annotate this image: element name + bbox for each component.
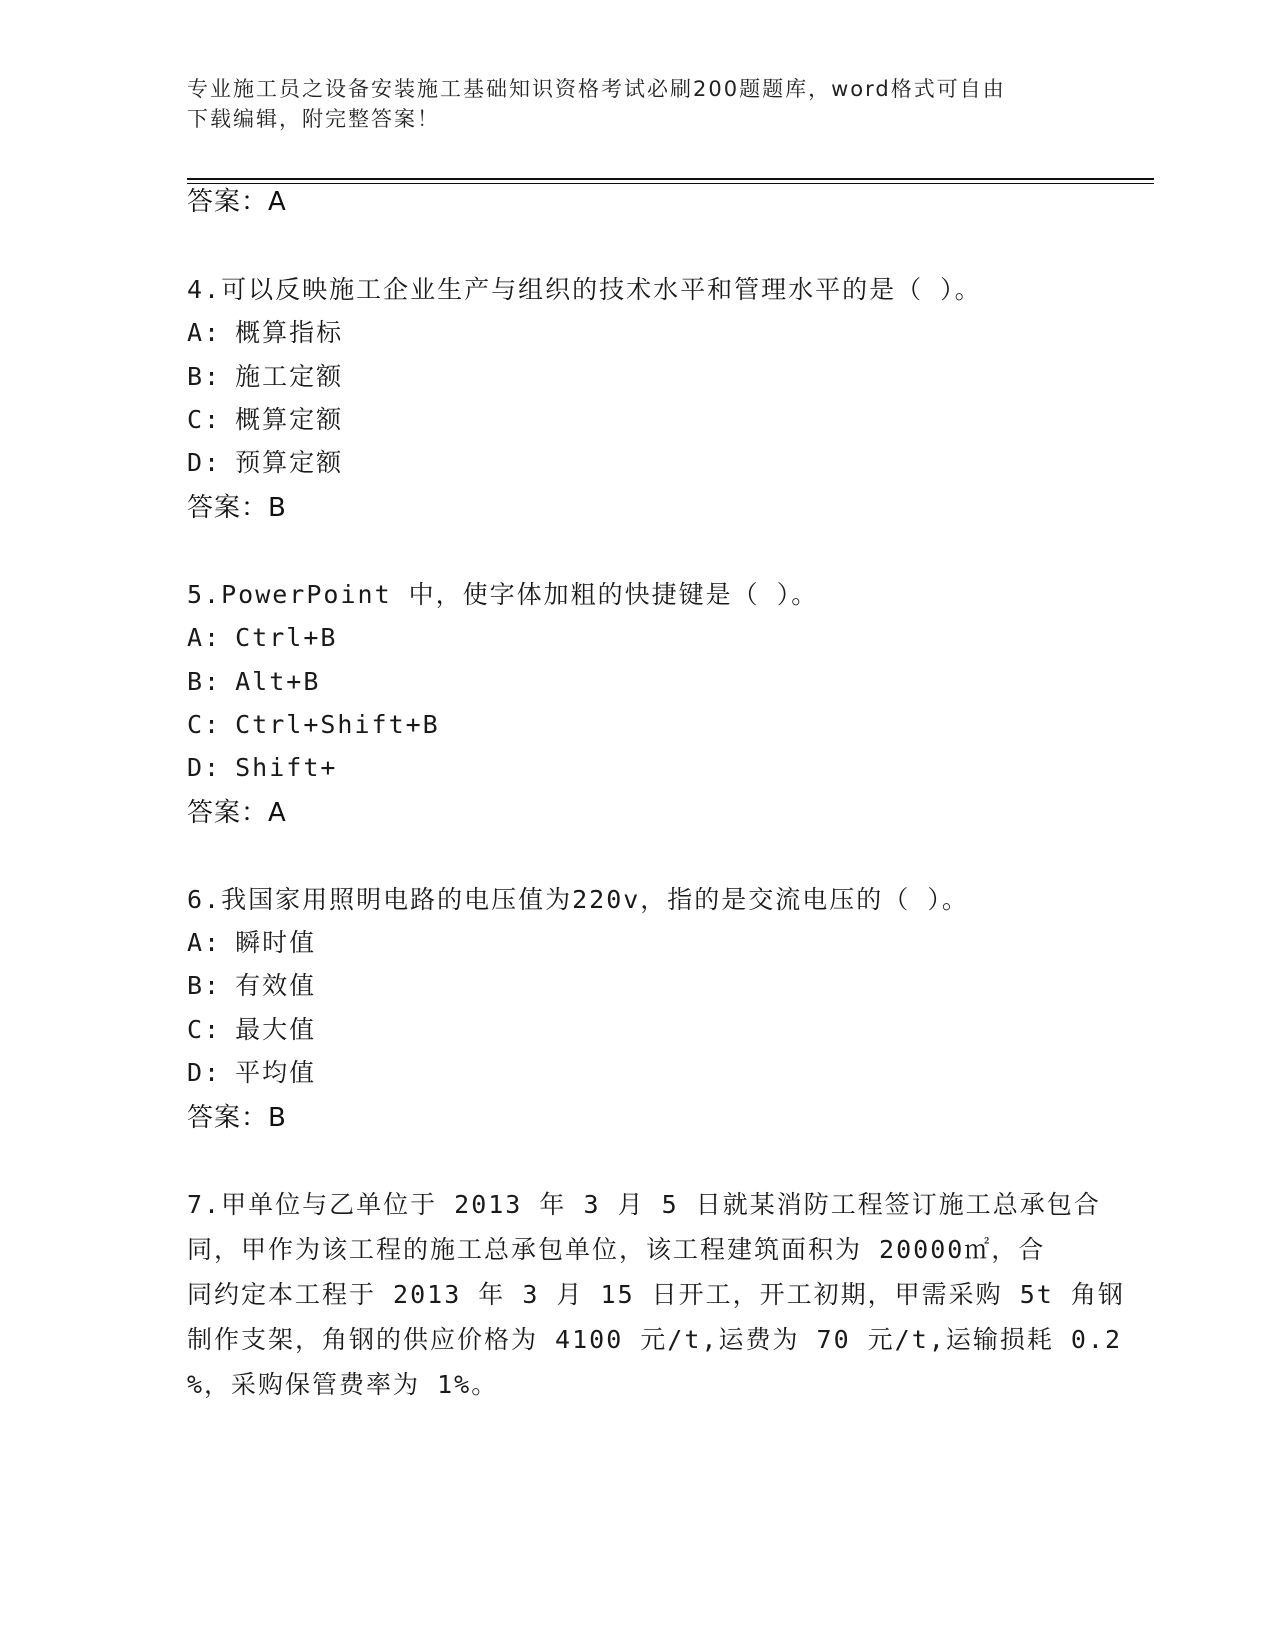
question-4-text: 4.可以反映施工企业生产与组织的技术水平和管理水平的是（ ）。 xyxy=(187,275,982,304)
option-text: 预算定额 xyxy=(235,448,344,477)
option-text: Ctrl+Shift+B xyxy=(235,710,440,739)
option-text: 概算定额 xyxy=(235,405,344,434)
header-divider-thin xyxy=(187,183,1154,184)
option-label: B: xyxy=(187,971,222,1000)
question-6-option-a xyxy=(187,920,316,965)
question-6-option-d xyxy=(187,1050,316,1095)
option-label: C: xyxy=(187,1015,222,1044)
option-label: B: xyxy=(187,667,222,696)
question-4-option-c xyxy=(187,397,343,442)
answer-q6: 答案：B xyxy=(187,1103,287,1133)
question-6-text: 6.我国家用照明电路的电压值为220v，指的是交流电压的（ ）。 xyxy=(187,885,969,914)
question-7-line: 7.甲单位与乙单位于 2013 年 3 月 5 日就某消防工程签订施工总承包合 xyxy=(187,1190,1101,1219)
option-label: B: xyxy=(187,362,222,391)
question-7-line: 制作支架，角钢的供应价格为 4100 元/t,运费为 70 元/t,运输损耗 0.2 xyxy=(187,1325,1123,1354)
option-text: 最大值 xyxy=(235,1015,317,1044)
option-text: 瞬时值 xyxy=(235,928,317,957)
question-7-line: 同约定本工程于 2013 年 3 月 15 日开工，开工初期，甲需采购 5t 角钢 xyxy=(187,1280,1125,1309)
question-6-option-b xyxy=(187,963,316,1008)
option-label: A: xyxy=(187,318,222,347)
option-label: A: xyxy=(187,928,222,957)
question-7-line: %，采购保管费率为 1%。 xyxy=(187,1370,499,1399)
option-text: 概算指标 xyxy=(235,318,344,347)
answer-q3: 答案：A xyxy=(187,187,287,217)
option-label: C: xyxy=(187,405,222,434)
answer-q5: 答案：A xyxy=(187,798,287,828)
question-7-text xyxy=(187,1182,1125,1407)
question-5-option-c xyxy=(187,702,440,747)
option-text: 施工定额 xyxy=(235,362,344,391)
question-4-option-d xyxy=(187,440,343,485)
option-text: Ctrl+B xyxy=(235,623,338,652)
question-5-option-d xyxy=(187,745,337,790)
header-line-1: 专业施工员之设备安装施工基础知识资格考试必刷200题题库，word格式可自由 xyxy=(187,77,1006,101)
question-6-option-c xyxy=(187,1007,316,1052)
option-text: 有效值 xyxy=(235,971,317,1000)
option-label: A: xyxy=(187,623,222,652)
question-4-option-b xyxy=(187,354,343,399)
option-label: D: xyxy=(187,753,222,782)
header-line-2: 下载编辑，附完整答案！ xyxy=(187,107,440,131)
question-4-option-a xyxy=(187,310,343,355)
question-7-line: 同，甲作为该工程的施工总承包单位，该工程建筑面积为 20000㎡，合 xyxy=(187,1235,1046,1264)
question-5-text: 5.PowerPoint 中，使字体加粗的快捷键是（ ）。 xyxy=(187,580,819,609)
option-label: C: xyxy=(187,710,222,739)
option-label: D: xyxy=(187,1058,222,1087)
option-label: D: xyxy=(187,448,222,477)
option-text: 平均值 xyxy=(235,1058,317,1087)
question-5-option-a xyxy=(187,615,337,660)
option-text: Alt+B xyxy=(235,667,321,696)
document-header xyxy=(187,74,1087,134)
option-text: Shift+ xyxy=(235,753,338,782)
header-divider-thick xyxy=(187,178,1154,180)
answer-q4: 答案：B xyxy=(187,493,287,523)
question-5-option-b xyxy=(187,659,320,704)
